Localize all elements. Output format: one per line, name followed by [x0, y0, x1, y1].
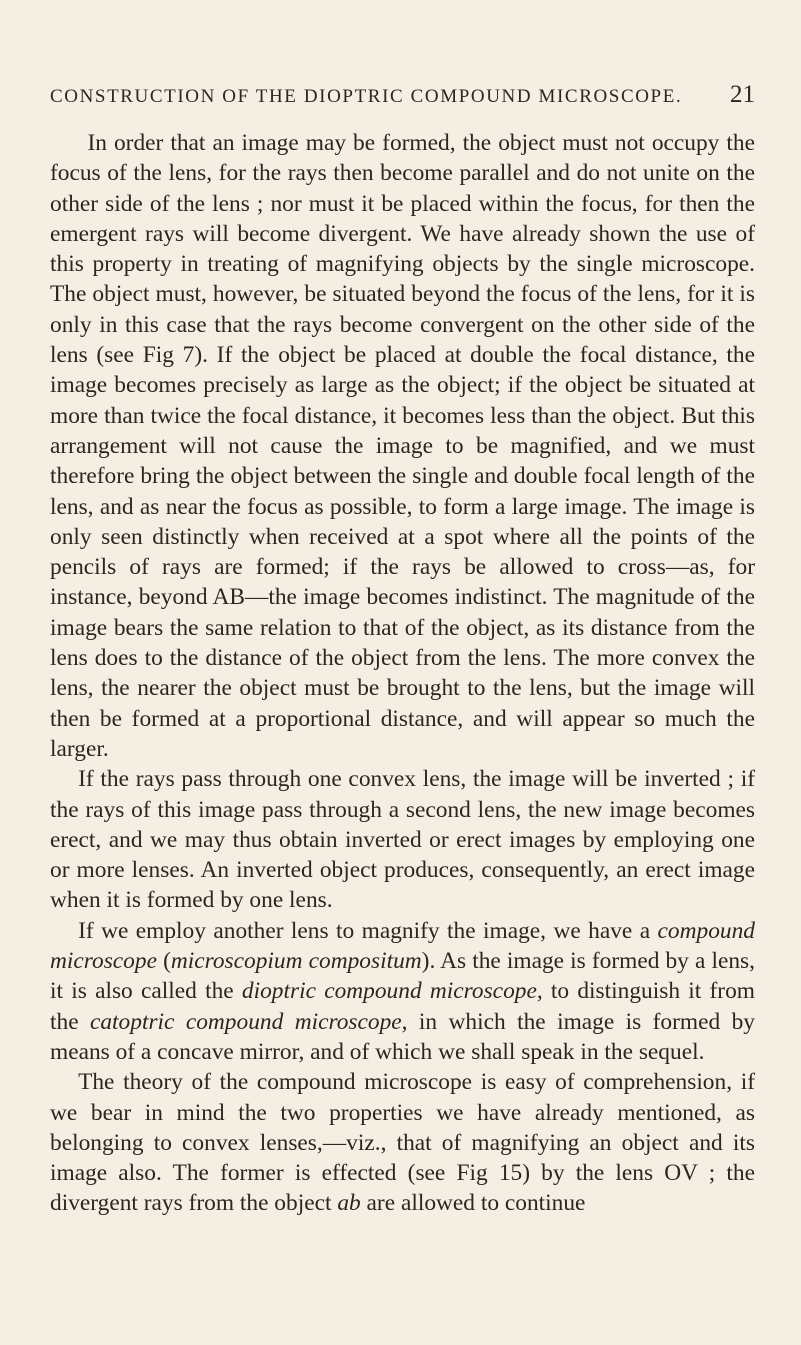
paragraph-3-text: (: [156, 948, 171, 975]
paragraph-3: [50, 916, 755, 1067]
term-dioptric-compound-microscope: dioptric compound microscope: [241, 978, 537, 1005]
page-number: 21: [730, 81, 755, 108]
paragraph-2: If the rays pass through one convex lens, the image will be inverted ; if the rays of this image pass through a second lens, the new image becomes erect, and we may thus obtain inverted or erect images by employing one or more lenses. An inverted object produces, consequently, an erect image when it is formed by one lens.: [50, 766, 755, 914]
paragraph-4-text: The theory of the compound microscope is easy of comprehension, if we bear in mind the two properties we have already mentioned, as belonging to convex lenses,—viz., that of magnifying an object and its image also. The former is effected (see Fig 15) by the lens OV ; the divergent rays from the object: [50, 1069, 755, 1217]
running-head: CONSTRUCTION OF THE DIOPTRIC COMPOUND MICROSCOPE.: [50, 86, 683, 107]
paragraph-3-text: , in which the image is formed by means of a concave mirror, and of which we shall speak in the sequel.: [50, 1008, 755, 1065]
body-text: [50, 128, 755, 1219]
paragraph-4: [50, 1067, 755, 1218]
term-microscopium-compositum: microscopium compositum: [170, 948, 422, 975]
paragraph-3-text: ). As the image is formed by a lens, it is also called the: [50, 948, 755, 1005]
term-catoptric-compound-microscope: catoptric compound microscope: [89, 1008, 402, 1035]
page-header: [50, 81, 755, 116]
paragraph-1: In order that an image may be formed, the object must not occupy the focus of the lens, for the rays then become parallel and do not unite on the other side of the lens ; nor must it be placed within the focus, for then the emergent rays will become divergent. We have already shown the use of this property in treating of magnifying objects by the single microscope. The object must, however, be situated beyond the focus of the lens, for it is only in this case that the rays become convergent on the other side of the lens (see Fig 7). If the object be placed at double the focal distance, the image becomes precisely as large as the object; if the object be situated at more than twice the focal distance, it becomes less than the object. But this arrangement will not cause the image to be magnified, and we must therefore bring the object between the single and double focal length of the lens, and as near the focus as possible, to form a large image. The image is only seen distinctly when received at a spot where all the points of the pencils of rays are formed; if the rays be allowed to cross—as, for instance, beyond AB—the image becomes indistinct. The magnitude of the image bears the same relation to that of the object, as its distance from the lens does to the distance of the object from the lens. The more convex the lens, the nearer the object must be brought to the lens, but the image will then be formed at a proportional distance, and will appear so much the larger.: [50, 130, 755, 762]
paragraph-3-text: , to distinguish it from the: [50, 978, 755, 1035]
term-compound-microscope: compound microscope: [50, 917, 755, 975]
paragraph-3-text: If we employ another lens to magnify the image, we have a: [78, 917, 658, 944]
paragraph-4-text: are allowed to continue: [360, 1190, 586, 1217]
term-ab: ab: [337, 1190, 361, 1217]
